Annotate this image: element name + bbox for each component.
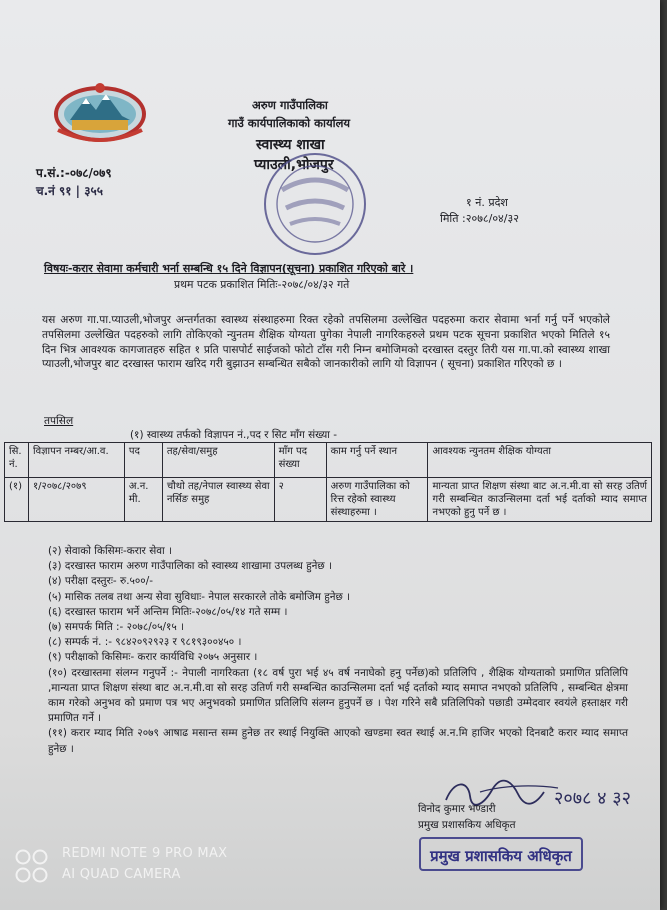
col-header-place: काम गर्नु पर्ने स्थान	[326, 443, 428, 478]
list-item: (५) मासिक तलब तथा अन्य सेवा सुविधाः- नेपाल सरकारले तोके बमोजिम हुनेछ ।	[48, 590, 351, 603]
stamp-text: प्रमुख प्रशासकिय अधिकृत	[430, 847, 572, 865]
cell-place: अरुण गाउँपालिका को रित्त रहेको स्वास्थ्य संस्थाहरुमा ।	[326, 478, 428, 522]
signatory-title: प्रमुख प्रशासकिय अधिकृत	[418, 819, 516, 831]
cell-count: २	[274, 478, 326, 522]
signature-handwriting: २०७८ ४ ३२	[554, 788, 631, 809]
body-paragraph	[42, 313, 610, 372]
vacancy-table	[4, 442, 652, 522]
municipality-logo-icon	[52, 80, 148, 144]
subject-line: विषयः-करार सेवामा कर्मचारी भर्ना सम्बन्धि १५ दिने विज्ञापन(सूचना) प्रकाशित गरिएको बारे ।	[44, 262, 414, 275]
notes-list	[48, 544, 628, 757]
col-header-qualification: आवश्यक न्युनतम शैक्षिक योग्यता	[428, 443, 652, 478]
publication-date: प्रथम पटक प्रकाशित मितिः-२०७८/०४/३२ गते	[174, 278, 350, 291]
reference-number: प.सं.:-०७८/०७९	[36, 166, 112, 180]
header-line-2: गाउँ कार्यपालिकाको कार्यालय	[228, 116, 351, 130]
dispatch-number: च.नं ९१ | ३५५	[36, 184, 103, 198]
officer-stamp-icon	[418, 834, 584, 874]
list-item: (१०) दरखास्तमा संलग्न गनुपर्ने :- नेपाली नागरिकता (१८ वर्ष पुरा भई ४५ वर्ष ननाघेको हनु पर्नेछ)को प्रतिलिपि , शैक्षिक योग्यताको प्रमाणित प्रतिलिपि ,मान्यता प्राप्त शिक्षण संस्था बाट अ.न.मी.वा सो सरह उतिर्ण गरी सम्बन्धित काउन्सिलमा दर्ता भई दर्ताको म्याद समाप्त नभएको प्रतिलिपि , सम्बन्धित क्षेत्रमा काम गरेको अनुभव को प्रमाण पत्र भए अनुभवको प्रमाणित प्रतिलिपि संलग्न हुनुपर्ने छ । पेश गरिने सबै प्रतिलिपिको पछाडी उम्मेदवार स्वयंले हस्ताक्षर गरी प्रमाणित गर्ने ।	[48, 666, 628, 725]
body-text: यस अरुण गा.पा.प्याउली,भोजपुर अन्तर्गतका स्वास्थ्य संस्थाहरुमा रिक्त रहेको तपसिलमा उल्लेखित पदहरुमा करार सेवामा भर्ना गर्नु पर्ने भएकोले तपसिलमा उल्लेखित पदहरुको लागि तोकिएको न्युनतम शैक्षिक योग्यता पुगेका नेपाली नागरिकहरुले प्रथम पटक सूचना प्रकाशित भएको मितिले १५ दिन भित्र आवश्यक कागजातहरु सहित १ प्रति पासपोर्ट साईजको फोटो टाँस गरी निम्न बमोजिमको दरखास्त दस्तुर तिरी यस गा.पा.को स्वास्थ्य शाखा प्याउली,भोजपुर बाट दरखास्त फाराम खरिद गरी बुझाउन सम्बन्धित सबैको जानकारीको लागि यो विज्ञापन ( सूचना) प्रकाशित गरिएको छ ।	[42, 314, 610, 371]
cell-post: अ.न. मी.	[124, 478, 162, 522]
camera-label: AI QUAD CAMERA	[62, 867, 181, 882]
table-row	[5, 478, 652, 522]
header-line-4: प्याउली,भोजपुर	[254, 157, 334, 173]
camera-lens-icon	[14, 848, 50, 884]
office-stamp-icon	[262, 150, 368, 258]
col-header-sn: सि. नं.	[5, 443, 29, 478]
signatory-name: विनोद कुमार भण्डारी	[418, 803, 496, 815]
list-item: (४) परीक्षा दस्तुरः- रु.५००/-	[48, 575, 153, 588]
tapsil-heading: तपसिल	[44, 415, 74, 427]
col-header-count: माँग पद संख्या	[274, 443, 326, 478]
list-item: (९) परीक्षाको किसिमः- करार कार्यविधि २०७५ अनुसार ।	[48, 651, 258, 664]
document-date: मिति :२०७८/०४/३२	[440, 212, 519, 225]
cell-qualification: मान्यता प्राप्त शिक्षण संस्था बाट अ.न.मी.वा सो सरह उतिर्ण गरी सम्बन्धित काउन्सिलमा दर्ता भई दर्ताको म्याद समाप्त नभएको हुनु पर्ने छ ।	[428, 478, 652, 522]
col-header-ad-no: विज्ञापन नम्बर/आ.व.	[28, 443, 124, 478]
list-item: (८) सम्पर्क नं. :- ९८४२०९२९२३ र ९८१९३००४५० ।	[48, 636, 242, 649]
camera-model: REDMI NOTE 9 PRO MAX	[62, 846, 228, 861]
cell-sn: (१)	[5, 478, 29, 522]
province-label: १ नं. प्रदेश	[466, 196, 508, 209]
cell-level: चौथो तह/नेपाल स्वास्थ्य सेवा नर्सिङ समुह	[162, 478, 274, 522]
list-item: (२) सेवाको किसिमः-करार सेवा ।	[48, 545, 172, 557]
list-item: (३) दरखास्त फाराम अरुण गाउँपालिका को स्वास्थ्य शाखामा उपलब्ध हुनेछ ।	[48, 560, 332, 573]
list-item: (७) समपर्क मिति :- २०७८/०५/१५ ।	[48, 621, 185, 634]
col-header-post: पद	[124, 443, 162, 478]
cell-ad-no: १/२०७८/२०७९	[28, 478, 124, 522]
table-caption: (१) स्वास्थ्य तर्फको विज्ञापन नं.,पद र सिट माँग संख्या -	[130, 429, 338, 441]
list-item: (११) करार म्याद मिति २०७९ आषाढ मसान्त सम्म हुनेछ तर स्थाई नियुक्ति आएको खण्डमा स्वत स्थाई अ.न.मि हाजिर भएको दिनबाटै करार म्याद समाप्त हुनेछ ।	[48, 727, 628, 755]
list-item: (६) दरखास्त फाराम भर्ने अन्तिम मितिः-२०७८/०५/१४ गते सम्म ।	[48, 605, 288, 618]
col-header-level: तह/सेवा/समुह	[162, 443, 274, 478]
table-header-row	[5, 443, 652, 478]
header-line-1: अरुण गाउँपालिका	[252, 98, 328, 112]
header-line-3: स्वास्थ्य शाखा	[256, 137, 325, 153]
